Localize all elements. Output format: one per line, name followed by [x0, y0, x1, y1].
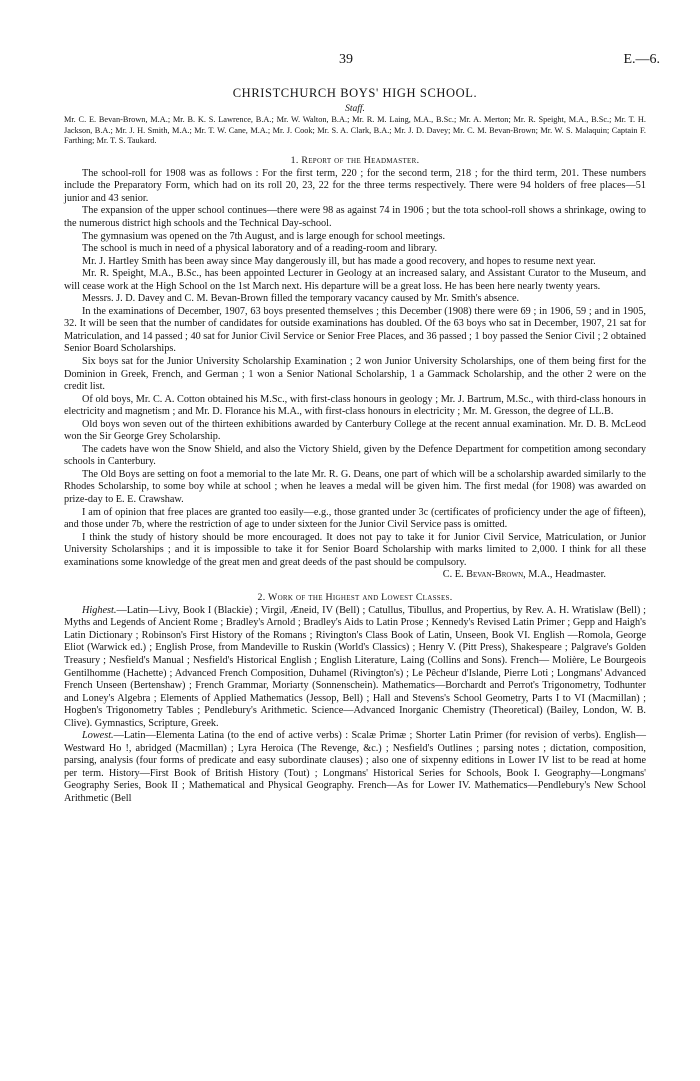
school-title: CHRISTCHURCH BOYS' HIGH SCHOOL.	[232, 86, 478, 100]
lowest-label: Lowest.	[82, 730, 114, 742]
report-paragraph: The Old Boys are setting on foot a memorial to the late Mr. R. G. Deans, one part of which will be a scholarship awarded similarly to the Rhodes Scholarship, to some boy while at school ; when he leaves a medal will be given him. The first medal (for 1908) was awarded on prize-day to E. E. Crawshaw.	[64, 468, 646, 505]
highest-class-paragraph	[64, 605, 646, 730]
document-code: E.—6.	[623, 52, 660, 67]
report-paragraph: I think the study of history should be more encouraged. It does not pay to take it for Junior Civil Service, Matriculation, or Junior University Scholarships ; and it is impossible to take it for Senior Board Scholarship with marks limited to 2,000. I think for all these examinations some knowledge of the great men and great deeds of the past should be compulsory.	[64, 531, 646, 568]
report-paragraph: The school-roll for 1908 was as follows : For the first term, 220 ; for the second term, 218 ; for the third term, 201. These numbers include the Preparatory Form, which had on its roll 20, 23, 22 for the three terms respectively. There were 94 holders of free places—51 junior and 43 senior.	[64, 167, 646, 204]
lowest-class-paragraph	[64, 730, 646, 805]
report-paragraph: Six boys sat for the Junior University Scholarship Examination ; 2 won Junior University Scholarships, one of them being first for the Dominion in Greek, French, and German ; 1 won a Senior National Scholarship, 1 a Gammack Scholarship, and the other 2 were on the credit list.	[64, 355, 646, 393]
report-paragraph: The gymnasium was opened on the 7th August, and is large enough for school meetings.	[82, 230, 446, 242]
report-paragraph: The school is much in need of a physical laboratory and of a reading-room and library.	[82, 243, 438, 255]
signature-surname: Bevan-Brown	[466, 569, 524, 581]
report-body	[64, 168, 646, 582]
report-paragraph: The cadets have won the Snow Shield, and also the Victory Shield, given by the Defence Department for competition among secondary schools in Canterbury.	[64, 443, 646, 468]
headmaster-signature	[64, 569, 646, 582]
report-heading: 1. Report of the Headmaster.	[290, 154, 420, 166]
report-paragraph: Mr. R. Speight, M.A., B.Sc., has been appointed Lecturer in Geology at an increased salary, and Assistant Curator to the Museum, and will cease work at the High School on the 1st March next. His departure will be a great loss. He has been here nearly twenty years.	[64, 268, 646, 292]
lowest-text: —Latin—Elementa Latina (to the end of active verbs) : Scalæ Primæ ; Shorter Latin Primer (for revision of verbs). English—Westward Ho !, abridged (Macmillan) ; Lyra Heroica (The Revenge, &c.) ; Nesfield's Outlines ; parsing notes ; dictation, composition, parsing, analysis (four forms of predicate and easy subordinate clauses) ; also one of sixpenny editions in Lower IV list to be read at home per term. History—First Book of British History (Tout) ; Longmans' Historical Series for Schools, Book I. Geography—Longmans' Geography Series, Book II ; Mathematical and Physical Geography. French—As for Lower IV. Mathematics—Pendlebury's New School Arithmetic (Bell	[64, 730, 646, 805]
report-paragraph: Old boys won seven out of the thirteen exhibitions awarded by Canterbury College at the recent annual examination. Mr. D. B. McLeod won the Sir George Grey Scholarship.	[64, 418, 646, 443]
running-head	[64, 52, 660, 70]
staff-heading: Staff.	[345, 104, 365, 114]
report-paragraph: Messrs. J. D. Davey and C. M. Bevan-Brown filled the temporary vacancy caused by Mr. Smith's absence.	[82, 293, 520, 305]
staff-list: Mr. C. E. Bevan-Brown, M.A.; Mr. B. K. S. Lawrence, B.A.; Mr. W. Walton, B.A.; Mr. R. M. Laing, M.A., B.Sc.; Mr. A. Merton; Mr. R. Speight, M.A., B.Sc.; Mr. T. H. Jackson, B.A.; Mr. J. H. Smith, M.A.; Mr. T. W. Cane, M.A.; Mr. J. Cook; Mr. S. A. Clark, B.A.; Mr. J. D. Davey; Mr. C. M. Bevan-Brown; Mr. W. S. Malaquin; Captain F. Farthing; Mr. T. S. Taukard.	[64, 115, 646, 146]
report-paragraph: Of old boys, Mr. C. A. Cotton obtained his M.Sc., with first-class honours in geology ; Mr. J. Bartrum, M.Sc., with third-class honours in electricity and magnetism ; and Mr. D. Florance his M.A., with first-class honours in electricity ; Mr. M. Gresson, the degree of LL.B.	[64, 393, 646, 418]
report-paragraph: The expansion of the upper school continues—there were 98 as against 74 in 1906 ; but the tota school-roll shows a shrinkage, owing to the numerous district high schools and the Technical Day-school.	[64, 205, 646, 229]
classes-heading: 2. Work of the Highest and Lowest Classes.	[257, 591, 453, 603]
page-number: 39	[339, 52, 353, 67]
classes-body	[64, 605, 646, 806]
highest-text: —Latin—Livy, Book I (Blackie) ; Virgil, Æneid, IV (Bell) ; Catullus, Tibullus, and Propertius, by Rev. A. H. Wratislaw (Bell) ; Myths and Legends of Ancient Rome ; Bradley's Arnold ; Bradley's Aids to Latin Prose ; Kennedy's Revised Latin Primer ; Gepp and Haigh's Latin Dictionary ; Robinson's First History of the Romans ; Rivington's Class Book of Latin, Unseen, Book VI. English —Romola, George Eliot (Warwick ed.) ; English Prose, from Mandeville to Ruskin (World's Classics) ; Henry V. (Pitt Press), Shakespeare ; Palgrave's Golden Treasury ; Nesfield's Manual ; Nesfield's Historical English ; English Literature, Laing (Collins and Sons). French— Molière, Le Bourgeois Gentilhomme (Hachette) ; Advanced French Composition, Duhamel (Rivington's) ; Le Pêcheur d'Islande, Pierre Loti ; Longmans' Advanced French Unseen (Bertenshaw) ; French Grammar, Moriarty (Sonnenschein). Mathematics—Borchardt and Perrot's Trigonometry, Todhunter and Loney's Algebra ; Elements of Applied Mathematics (Jessop, Bell) ; Hall and Stevens's School Geometry, Parts I to VI (Macmillan) ; Hogben's Trigonometry Tables ; Pendlebury's Arithmetic. Science—Advanced Inorganic Chemistry (Theoretical) (Bailey, London, W. B. Clive). Gymnastics, Scripture, Greek.	[64, 604, 646, 729]
report-paragraph: In the examinations of December, 1907, 63 boys presented themselves ; this December (1908) there were 69 ; in 1906, 59 ; and in 1905, 32. It will be seen that the number of candidates for outside examinations has doubled. Of the 63 boys who sat in December, 1907, 21 sat for Matriculation, and 14 passed ; 40 sat for Junior Civil Service or Senior Free Places, and 36 passed ; 1 boy passed the Senior Civil ; 2 obtained Senior Board Scholarships.	[64, 305, 646, 355]
signature-initials: C. E.	[442, 569, 467, 581]
document-page	[64, 52, 660, 806]
signature-title: , M.A., Headmaster.	[523, 569, 606, 581]
report-paragraph: I am of opinion that free places are granted too easily—e.g., those granted under 3c (certificates of proficiency under the age of fifteen), and those under 7b, where the restriction of age to under sixteen for the Junior Civil Service pass is omitted.	[64, 506, 646, 531]
highest-label: Highest.	[82, 604, 117, 616]
report-paragraph: Mr. J. Hartley Smith has been away since May dangerously ill, but has made a good recovery, and hopes to resume next year.	[82, 255, 596, 267]
